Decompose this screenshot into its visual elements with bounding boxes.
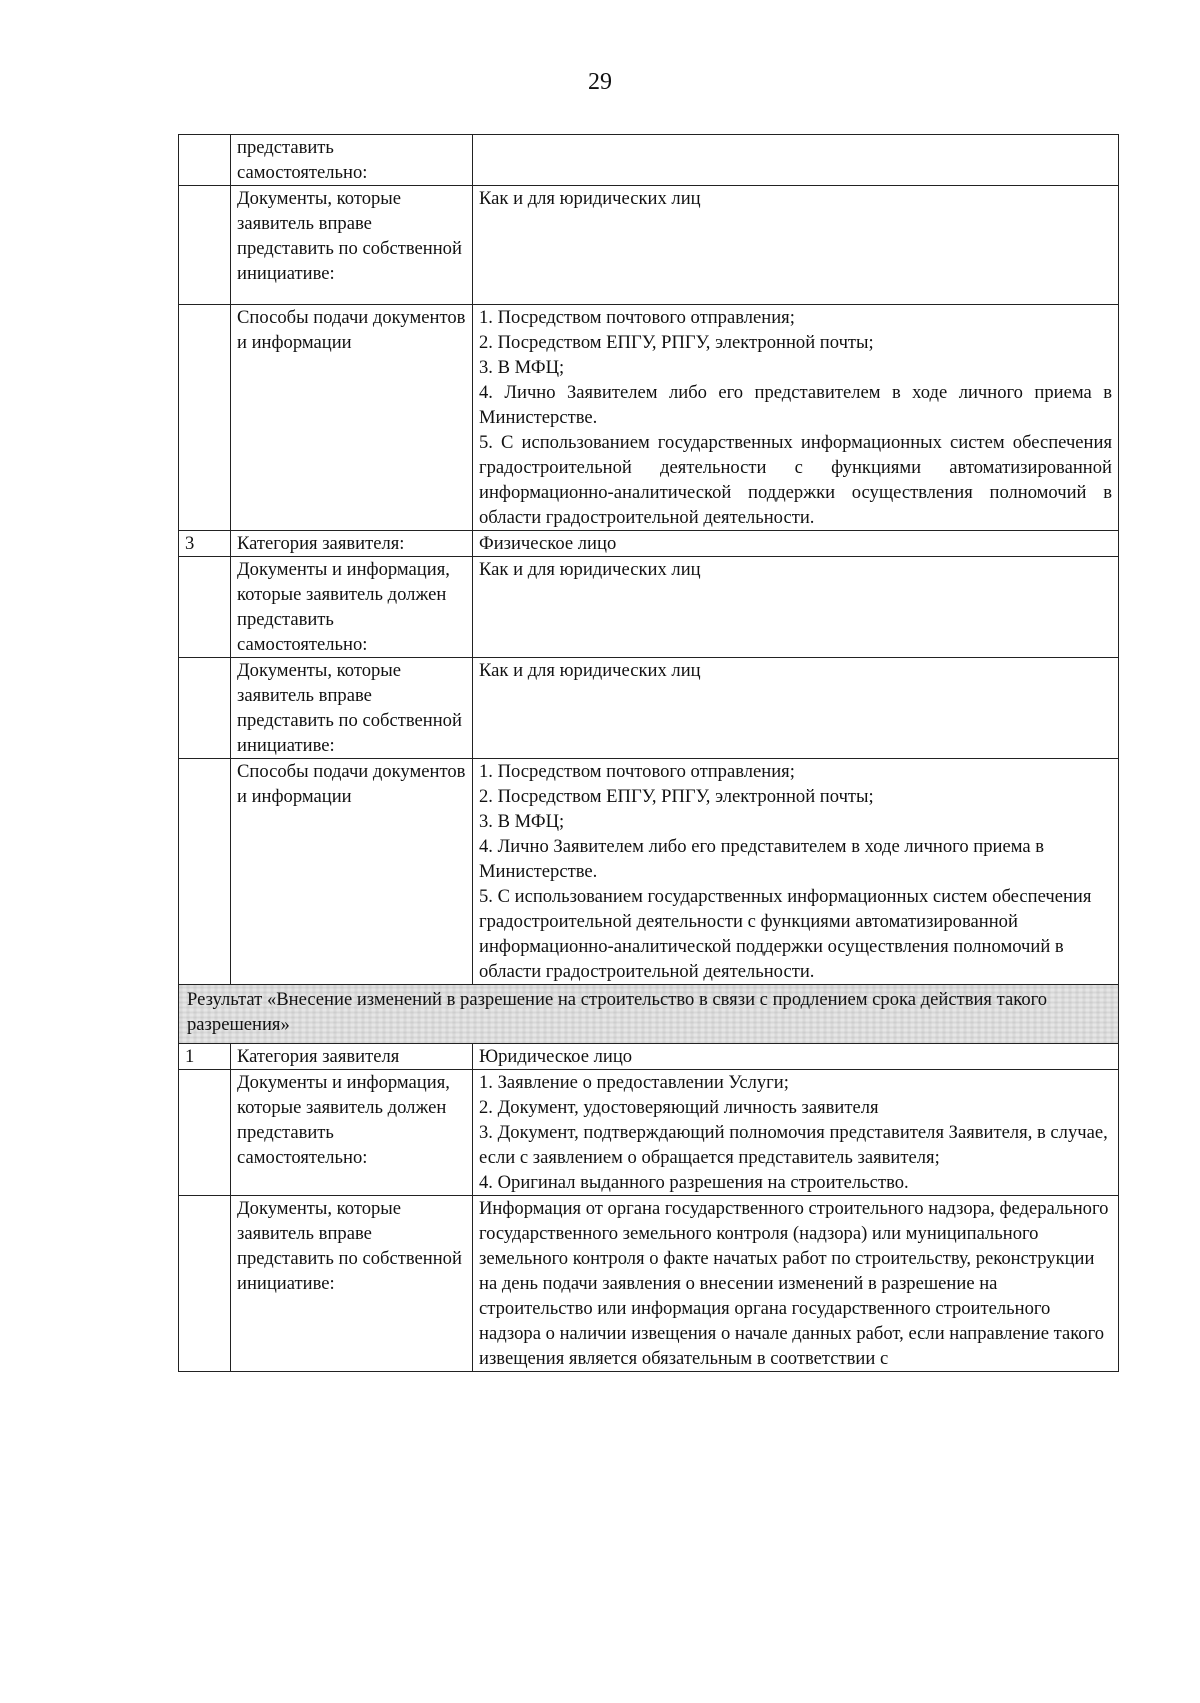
- row-number-cell: [179, 557, 231, 658]
- list-item: 5. С использованием государственных информационных систем обеспечения градостроительной деятельности с функциями автоматизированной информационно-аналитической поддержки осуществления полномочий в области градостроительной деятельности.: [479, 432, 1112, 528]
- row-number-cell: [179, 135, 231, 186]
- table-row: [179, 658, 1119, 759]
- submission-methods-list: [479, 759, 1112, 984]
- list-item: 1. Посредством почтового отправления;: [479, 307, 795, 328]
- row-content: Юридическое лицо: [473, 1044, 1119, 1070]
- table-row: [179, 759, 1119, 985]
- row-number-cell: [179, 658, 231, 759]
- list-item: 3. В МФЦ;: [479, 357, 565, 378]
- row-label: Документы и информация, которые заявитель должен представить самостоятельно:: [231, 1070, 473, 1196]
- row-label: Категория заявителя: [231, 1044, 473, 1070]
- row-label: Способы подачи документов и информации: [231, 759, 473, 985]
- list-item: 1. Заявление о предоставлении Услуги;: [479, 1072, 789, 1093]
- row-content: Информация от органа государственного строительного надзора, федерального государственного земельного контроля (надзора) или муниципального земельного контроля о факте начатых работ по строительству, реконструкции на день подачи заявления о внесении изменений в разрешение на строительство или информация органа государственного строительного надзора о наличии извещения о начале данных работ, если направление такого извещения является обязательным в соответствии с: [473, 1196, 1119, 1372]
- row-number: 3: [179, 531, 231, 557]
- row-label: Категория заявителя:: [231, 531, 473, 557]
- row-label: представить самостоятельно:: [231, 135, 473, 186]
- table-row: [179, 186, 1119, 305]
- list-item: 3. В МФЦ;: [479, 811, 565, 832]
- row-content: Как и для юридических лиц: [473, 557, 1119, 658]
- table-row: [179, 1196, 1119, 1372]
- row-number-cell: [179, 305, 231, 531]
- table-row: [179, 1070, 1119, 1196]
- table-row: [179, 531, 1119, 557]
- submission-methods-list: [479, 305, 1112, 530]
- row-content: Как и для юридических лиц: [473, 658, 1119, 759]
- table-row: [179, 557, 1119, 658]
- row-label: Способы подачи документов и информации: [231, 305, 473, 531]
- list-item: 2. Документ, удостоверяющий личность заявителя: [479, 1097, 879, 1118]
- list-item: 1. Посредством почтового отправления;: [479, 761, 795, 782]
- list-item: 5. С использованием государственных информационных систем обеспечения градостроительной деятельности с функциями автоматизированной информационно-аналитической поддержки осуществления полномочий в области градостроительной деятельности.: [479, 886, 1092, 982]
- list-item: 4. Оригинал выданного разрешения на строительство.: [479, 1172, 909, 1193]
- row-label: Документы, которые заявитель вправе представить по собственной инициативе:: [231, 1196, 473, 1372]
- list-item: 2. Посредством ЕПГУ, РПГУ, электронной почты;: [479, 332, 874, 353]
- row-number-cell: [179, 1196, 231, 1372]
- required-documents-list: [479, 1070, 1112, 1195]
- row-content: [473, 305, 1119, 531]
- section-header-row: [179, 985, 1119, 1044]
- requirements-table: [178, 134, 1119, 1372]
- table-row: [179, 305, 1119, 531]
- row-content: Физическое лицо: [473, 531, 1119, 557]
- page-number: 29: [588, 69, 612, 95]
- list-item: 3. Документ, подтверждающий полномочия представителя Заявителя, в случае, если с заявлением о обращается представитель заявителя;: [479, 1122, 1108, 1168]
- list-item: 4. Лично Заявителем либо его представителем в ходе личного приема в Министерстве.: [479, 382, 1112, 428]
- row-content: [473, 759, 1119, 985]
- table-row: [179, 1044, 1119, 1070]
- row-number-cell: [179, 1070, 231, 1196]
- section-title: Результат «Внесение изменений в разрешение на строительство в связи с продлением срока действия такого разрешения»: [179, 985, 1119, 1044]
- row-content: Как и для юридических лиц: [473, 186, 1119, 305]
- table-row: [179, 135, 1119, 186]
- row-number-cell: [179, 186, 231, 305]
- row-content: [473, 135, 1119, 186]
- row-content: [473, 1070, 1119, 1196]
- list-item: 2. Посредством ЕПГУ, РПГУ, электронной почты;: [479, 786, 874, 807]
- row-label: Документы, которые заявитель вправе представить по собственной инициативе:: [231, 658, 473, 759]
- row-number-cell: [179, 759, 231, 985]
- row-label: Документы и информация, которые заявитель должен представить самостоятельно:: [231, 557, 473, 658]
- row-label: Документы, которые заявитель вправе представить по собственной инициативе:: [231, 186, 473, 305]
- row-number: 1: [179, 1044, 231, 1070]
- list-item: 4. Лично Заявителем либо его представителем в ходе личного приема в Министерстве.: [479, 836, 1045, 882]
